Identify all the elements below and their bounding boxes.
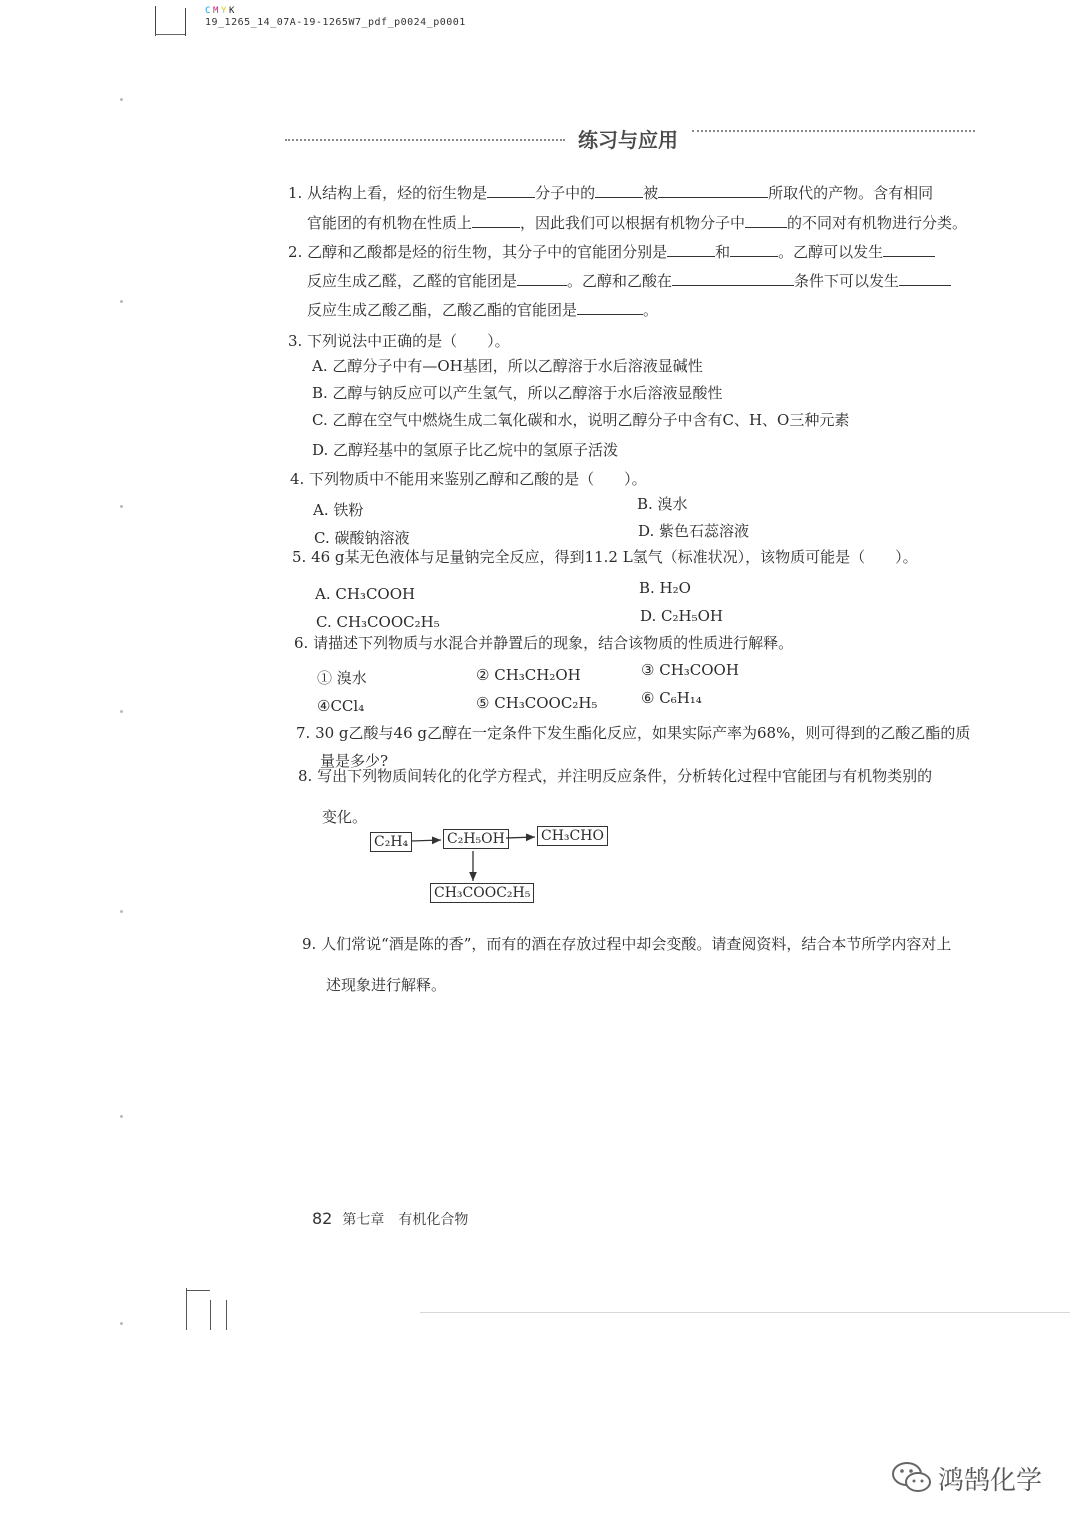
wechat-icon — [890, 1458, 934, 1498]
q5-option-a: A. CH₃COOH — [315, 585, 416, 603]
question-8-line-1: 8. 写出下列物质间转化的化学方程式，并注明反应条件，分析转化过程中官能团与有机物类别的 — [298, 767, 933, 785]
q6-item-2: ② CH₃CH₂OH — [476, 666, 581, 684]
q4-option-a: A. 铁粉 — [313, 501, 364, 519]
page-edge-line — [420, 1312, 1070, 1313]
q1-text: ，因此我们可以根据有机物分子中 — [520, 214, 746, 232]
q2-text: 。乙醇可以发生 — [778, 243, 884, 261]
node-ch3cho: CH₃CHO — [537, 826, 608, 846]
q5-option-c: C. CH₃COOC₂H₅ — [316, 613, 440, 631]
crop-mark-bottom-1 — [186, 1288, 187, 1330]
q2-text: 反应生成乙酸乙酯，乙酸乙酯的官能团是 — [307, 301, 578, 319]
question-9-line-1: 9. 人们常说“酒是陈的香”，而有的酒在存放过程中却会变酸。请查阅资料，结合本节所学内容对上 — [302, 935, 952, 953]
q2-text: 反应生成乙醛，乙醛的官能团是 — [307, 272, 518, 290]
question-7-line-1: 7. 30 g乙酸与46 g乙醇在一定条件下发生酯化反应，如果实际产率为68%，则可得到的乙酸乙酯的质 — [296, 724, 971, 742]
q4-option-c: C. 碳酸钠溶液 — [314, 529, 410, 547]
q3-option-a: A. 乙醇分子中有—OH基团，所以乙醇溶于水后溶液显碱性 — [312, 357, 703, 375]
question-9-line-2: 述现象进行解释。 — [326, 976, 447, 994]
section-title: 练习与应用 — [578, 128, 678, 152]
q3-option-d: D. 乙醇羟基中的氢原子比乙烷中的氢原子活泼 — [312, 441, 619, 459]
node-c2h4: C₂H₄ — [370, 832, 412, 852]
question-3-stem: 3. 下列说法中正确的是（ ）。 — [288, 332, 510, 350]
q2-text: 。 — [643, 301, 659, 319]
question-5-stem: 5. 46 g某无色液体与足量钠完全反应，得到11.2 L氢气（标准状况），该物质可能是（ ）。 — [292, 548, 918, 566]
page-footer — [312, 1209, 468, 1229]
q3-option-b: B. 乙醇与钠反应可以产生氢气，所以乙醇溶于水后溶液显酸性 — [312, 384, 723, 402]
q3-option-c: C. 乙醇在空气中燃烧生成二氧化碳和水，说明乙醇分子中含有C、H、O三种元素 — [312, 411, 850, 429]
q4-option-d: D. 紫色石蕊溶液 — [638, 522, 750, 540]
crop-mark-bottom-2 — [210, 1300, 211, 1330]
q4-option-b: B. 溴水 — [637, 495, 688, 513]
cmyk-y: Y — [221, 6, 227, 16]
q1-text: 的不同对有机物进行分类。 — [787, 214, 968, 232]
q2-text: 条件下可以发生 — [794, 272, 900, 290]
q2-text: 和 — [715, 243, 731, 261]
node-ch3cooc2h5: CH₃COOC₂H₅ — [430, 883, 534, 903]
q5-option-b: B. H₂O — [639, 579, 691, 597]
q6-item-6: ⑥ C₆H₁₄ — [641, 689, 702, 707]
arrow-c2h4-to-c2h5oh — [411, 840, 441, 841]
q1-text: 被 — [643, 184, 659, 202]
q6-item-5: ⑤ CH₃COOC₂H₅ — [476, 694, 598, 712]
chapter-title: 有机化合物 — [398, 1212, 469, 1228]
q6-item-1: ① 溴水 — [317, 669, 367, 687]
crop-mark-bottom-3 — [226, 1300, 227, 1330]
q5-option-d: D. C₂H₅OH — [640, 607, 723, 625]
cmyk-k: K — [229, 6, 235, 16]
arrow-c2h5oh-to-ch3cho — [506, 837, 535, 838]
page-number: 82 — [312, 1209, 333, 1228]
node-c2h5oh: C₂H₅OH — [443, 829, 509, 849]
q6-item-3: ③ CH₃COOH — [641, 661, 739, 679]
q2-text: 2. 乙醇和乙酸都是烃的衍生物，其分子中的官能团分别是 — [288, 243, 668, 261]
question-7-line-2: 量是多少? — [320, 752, 389, 770]
watermark-text: 鸿鹄化学 — [938, 1466, 1043, 1496]
question-6-stem: 6. 请描述下列物质与水混合并静置后的现象，结合该物质的性质进行解释。 — [294, 634, 794, 652]
cmyk-m: M — [213, 6, 219, 16]
chapter-number: 第七章 — [342, 1212, 385, 1228]
cmyk-c: C — [205, 6, 211, 16]
q1-text: 分子中的 — [535, 184, 596, 202]
crop-mark-bottom-h — [186, 1290, 210, 1291]
q1-text: 官能团的有机物在性质上 — [307, 214, 473, 232]
q6-item-4: ④CCl₄ — [317, 697, 365, 715]
question-8-line-2: 变化。 — [322, 808, 368, 826]
q2-text: 。乙醇和乙酸在 — [567, 272, 673, 290]
q1-text: 所取代的产物。含有相同 — [768, 184, 934, 202]
file-id: 19_1265_14_07A-19-1265W7_pdf_p0024_p0001 — [205, 17, 466, 28]
question-4-stem: 4. 下列物质中不能用来鉴别乙醇和乙酸的是（ ）。 — [290, 470, 647, 488]
q1-text: 1. 从结构上看，烃的衍生物是 — [288, 184, 488, 202]
